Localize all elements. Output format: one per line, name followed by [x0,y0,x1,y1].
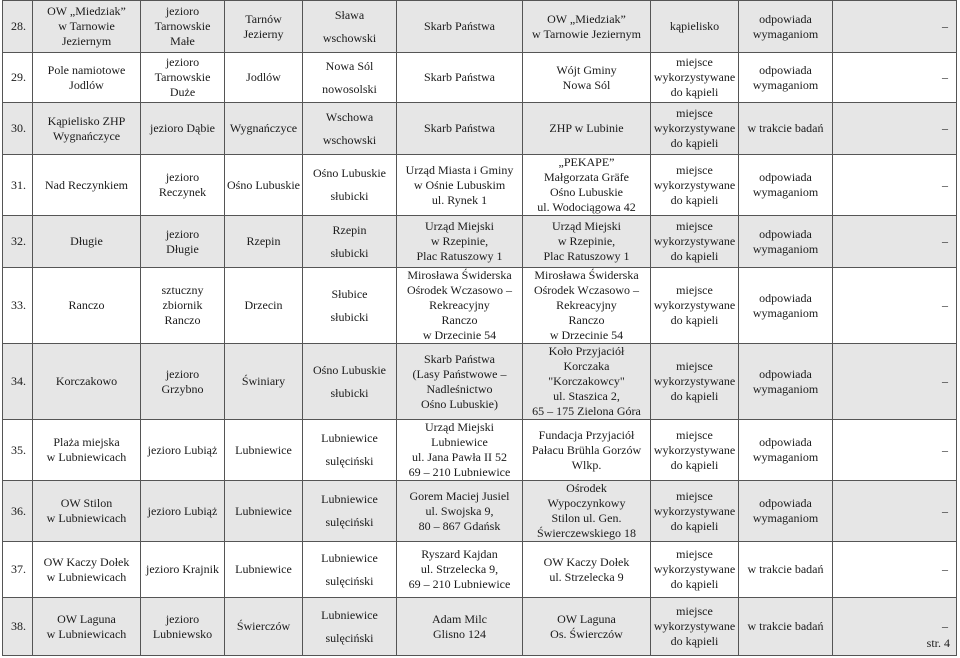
remarks: – [833,155,957,216]
district: nowosolski [322,81,377,96]
remarks: – [833,1,957,53]
table-body [3,1,957,656]
table-row [3,420,957,481]
table-row [3,155,957,216]
site-name: Kąpielisko ZHP Wygnańczyce [33,103,141,155]
district: sulęciński [325,630,374,645]
locality: Lubniewice [225,542,303,598]
organizer: OW Kaczy Dołek ul. Strzelecka 9 [523,542,651,598]
site-name: Długie [33,216,141,268]
district: wschowski [322,132,377,147]
district: słubicki [330,189,369,203]
water-body: jezioro Grzybno [141,344,225,420]
water-body: jezioro Lubniewsko [141,598,225,656]
owner: Adam Milc Glisno 124 [397,598,523,656]
municipality: Ośno Lubuskie [313,166,386,180]
municipality-district [303,598,397,656]
municipality: Sława [334,7,365,22]
table-row [3,53,957,103]
site-type: miejsce wykorzystywane do kąpieli [651,598,739,656]
site-name: OW Laguna w Lubniewicach [33,598,141,656]
table-row [3,1,957,53]
municipality: Lubniewice [321,492,378,506]
district: słubicki [330,309,369,324]
row-number: 30. [3,103,33,155]
table-row [3,103,957,155]
owner: Skarb Państwa (Lasy Państwowe – Nadleśnictwo Ośno Lubuskie) [397,344,523,420]
row-number: 31. [3,155,33,216]
water-body: jezioro Lubiąż [141,481,225,542]
municipality-district [303,344,397,420]
organizer: OW „Miedziak” w Tarnowie Jeziernym [523,1,651,53]
row-number: 29. [3,53,33,103]
owner: Ryszard Kajdan ul. Strzelecka 9, 69 – 210 Lubniewice [397,542,523,598]
table-row [3,344,957,420]
locality: Lubniewice [225,420,303,481]
owner: Skarb Państwa [397,53,523,103]
municipality-district [303,216,397,268]
municipality-district [303,542,397,598]
water-body: jezioro Reczynek [141,155,225,216]
owner: Skarb Państwa [397,1,523,53]
site-type: miejsce wykorzystywane do kąpieli [651,155,739,216]
assessment: odpowiada wymaganiom [739,268,833,344]
municipality: Lubniewice [321,431,378,445]
site-type: miejsce wykorzystywane do kąpieli [651,53,739,103]
municipality-district [303,1,397,53]
locality: Świniary [225,344,303,420]
owner: Urząd Miejski Lubniewice ul. Jana Pawła II 52 69 – 210 Lubniewice [397,420,523,481]
organizer: ZHP w Lubinie [523,103,651,155]
municipality: Wschowa [325,109,374,124]
site-name: OW „Miedziak” w Tarnowie Jeziernym [33,1,141,53]
municipality-district [303,481,397,542]
municipality: Lubniewice [321,550,378,565]
remarks: – [833,598,957,656]
municipality-district [303,53,397,103]
municipality-district [303,155,397,216]
remarks: – [833,542,957,598]
site-name: Pole namiotowe Jodlów [33,53,141,103]
water-body: jezioro Tarnowskie Duże [141,53,225,103]
municipality: Nowa Sól [325,58,374,73]
organizer: Koło Przyjaciół Korczaka "Korczakowcy" ul. Staszica 2, 65 – 175 Zielona Góra [523,344,651,420]
assessment: w trakcie badań [739,542,833,598]
municipality: Ośno Lubuskie [313,362,386,377]
site-type: kąpielisko [651,1,739,53]
remarks: – [833,103,957,155]
water-body: jezioro Dąbie [141,103,225,155]
municipality: Słubice [331,286,368,301]
organizer: Ośrodek Wypoczynkowy Stilon ul. Gen. Świerczewskiego 18 [523,481,651,542]
assessment: odpowiada wymaganiom [739,216,833,268]
owner: Urząd Miejski w Rzepinie, Plac Ratuszowy 1 [397,216,523,268]
assessment: w trakcie badań [739,598,833,656]
site-type: miejsce wykorzystywane do kąpieli [651,420,739,481]
assessment: odpowiada wymaganiom [739,420,833,481]
table-row [3,598,957,656]
row-number: 38. [3,598,33,656]
locality: Drzecin [225,268,303,344]
row-number: 32. [3,216,33,268]
district: wschowski [322,30,377,45]
district: słubicki [330,385,369,400]
site-name: OW Kaczy Dołek w Lubniewicach [33,542,141,598]
site-name: OW Stilon w Lubniewicach [33,481,141,542]
water-body: jezioro Tarnowskie Małe [141,1,225,53]
remarks: – [833,216,957,268]
organizer: Urząd Miejski w Rzepinie, Plac Ratuszowy 1 [523,216,651,268]
district: słubicki [330,245,369,260]
remarks: – [833,268,957,344]
table-row [3,481,957,542]
district: sulęciński [325,515,374,529]
owner: Gorem Maciej Jusiel ul. Swojska 9, 80 – 867 Gdańsk [397,481,523,542]
owner: Skarb Państwa [397,103,523,155]
site-type: miejsce wykorzystywane do kąpieli [651,103,739,155]
row-number: 36. [3,481,33,542]
site-type: miejsce wykorzystywane do kąpieli [651,268,739,344]
table-row [3,216,957,268]
municipality: Rzepin [332,222,367,237]
municipality-district [303,420,397,481]
owner: Mirosława Świderska Ośrodek Wczasowo – Rekreacyjny Ranczo w Drzecinie 54 [397,268,523,344]
remarks: – [833,344,957,420]
district: sulęciński [325,573,374,588]
site-name: Nad Reczynkiem [33,155,141,216]
assessment: odpowiada wymaganiom [739,1,833,53]
row-number: 33. [3,268,33,344]
table-row [3,268,957,344]
row-number: 37. [3,542,33,598]
district: sulęciński [325,454,374,468]
assessment: odpowiada wymaganiom [739,155,833,216]
site-type: miejsce wykorzystywane do kąpieli [651,216,739,268]
assessment: odpowiada wymaganiom [739,481,833,542]
owner: Urząd Miasta i Gminy w Ośnie Lubuskim ul. Rynek 1 [397,155,523,216]
row-number: 28. [3,1,33,53]
locality: Tarnów Jezierny [225,1,303,53]
locality: Rzepin [225,216,303,268]
locality: Ośno Lubuskie [225,155,303,216]
organizer: Mirosława Świderska Ośrodek Wczasowo – Rekreacyjny Ranczo w Drzecinie 54 [523,268,651,344]
site-name: Ranczo [33,268,141,344]
organizer: OW Laguna Os. Świerczów [523,598,651,656]
municipality-district [303,268,397,344]
water-body: jezioro Krajnik [141,542,225,598]
assessment: w trakcie badań [739,103,833,155]
locality: Wygnańczyce [225,103,303,155]
site-name: Plaża miejska w Lubniewicach [33,420,141,481]
locality: Jodlów [225,53,303,103]
municipality: Lubniewice [321,607,378,622]
remarks: – [833,53,957,103]
site-name: Korczakowo [33,344,141,420]
assessment: odpowiada wymaganiom [739,53,833,103]
row-number: 34. [3,344,33,420]
locality: Lubniewice [225,481,303,542]
table-row [3,542,957,598]
bathing-sites-table [2,0,957,656]
site-type: miejsce wykorzystywane do kąpieli [651,542,739,598]
organizer: Fundacja Przyjaciół Pałacu Brühla Gorzów Wlkp. [523,420,651,481]
water-body: jezioro Lubiąż [141,420,225,481]
remarks: – [833,420,957,481]
site-type: miejsce wykorzystywane do kąpieli [651,481,739,542]
locality: Świerczów [225,598,303,656]
remarks: – [833,481,957,542]
assessment: odpowiada wymaganiom [739,344,833,420]
organizer: Wójt Gminy Nowa Sól [523,53,651,103]
site-type: miejsce wykorzystywane do kąpieli [651,344,739,420]
page-number: str. 4 [926,636,950,650]
row-number: 35. [3,420,33,481]
municipality-district [303,103,397,155]
organizer: „PEKAPE” Małgorzata Gräfe Ośno Lubuskie ul. Wodociągowa 42 [523,155,651,216]
water-body: jezioro Długie [141,216,225,268]
water-body: sztuczny zbiornik Ranczo [141,268,225,344]
